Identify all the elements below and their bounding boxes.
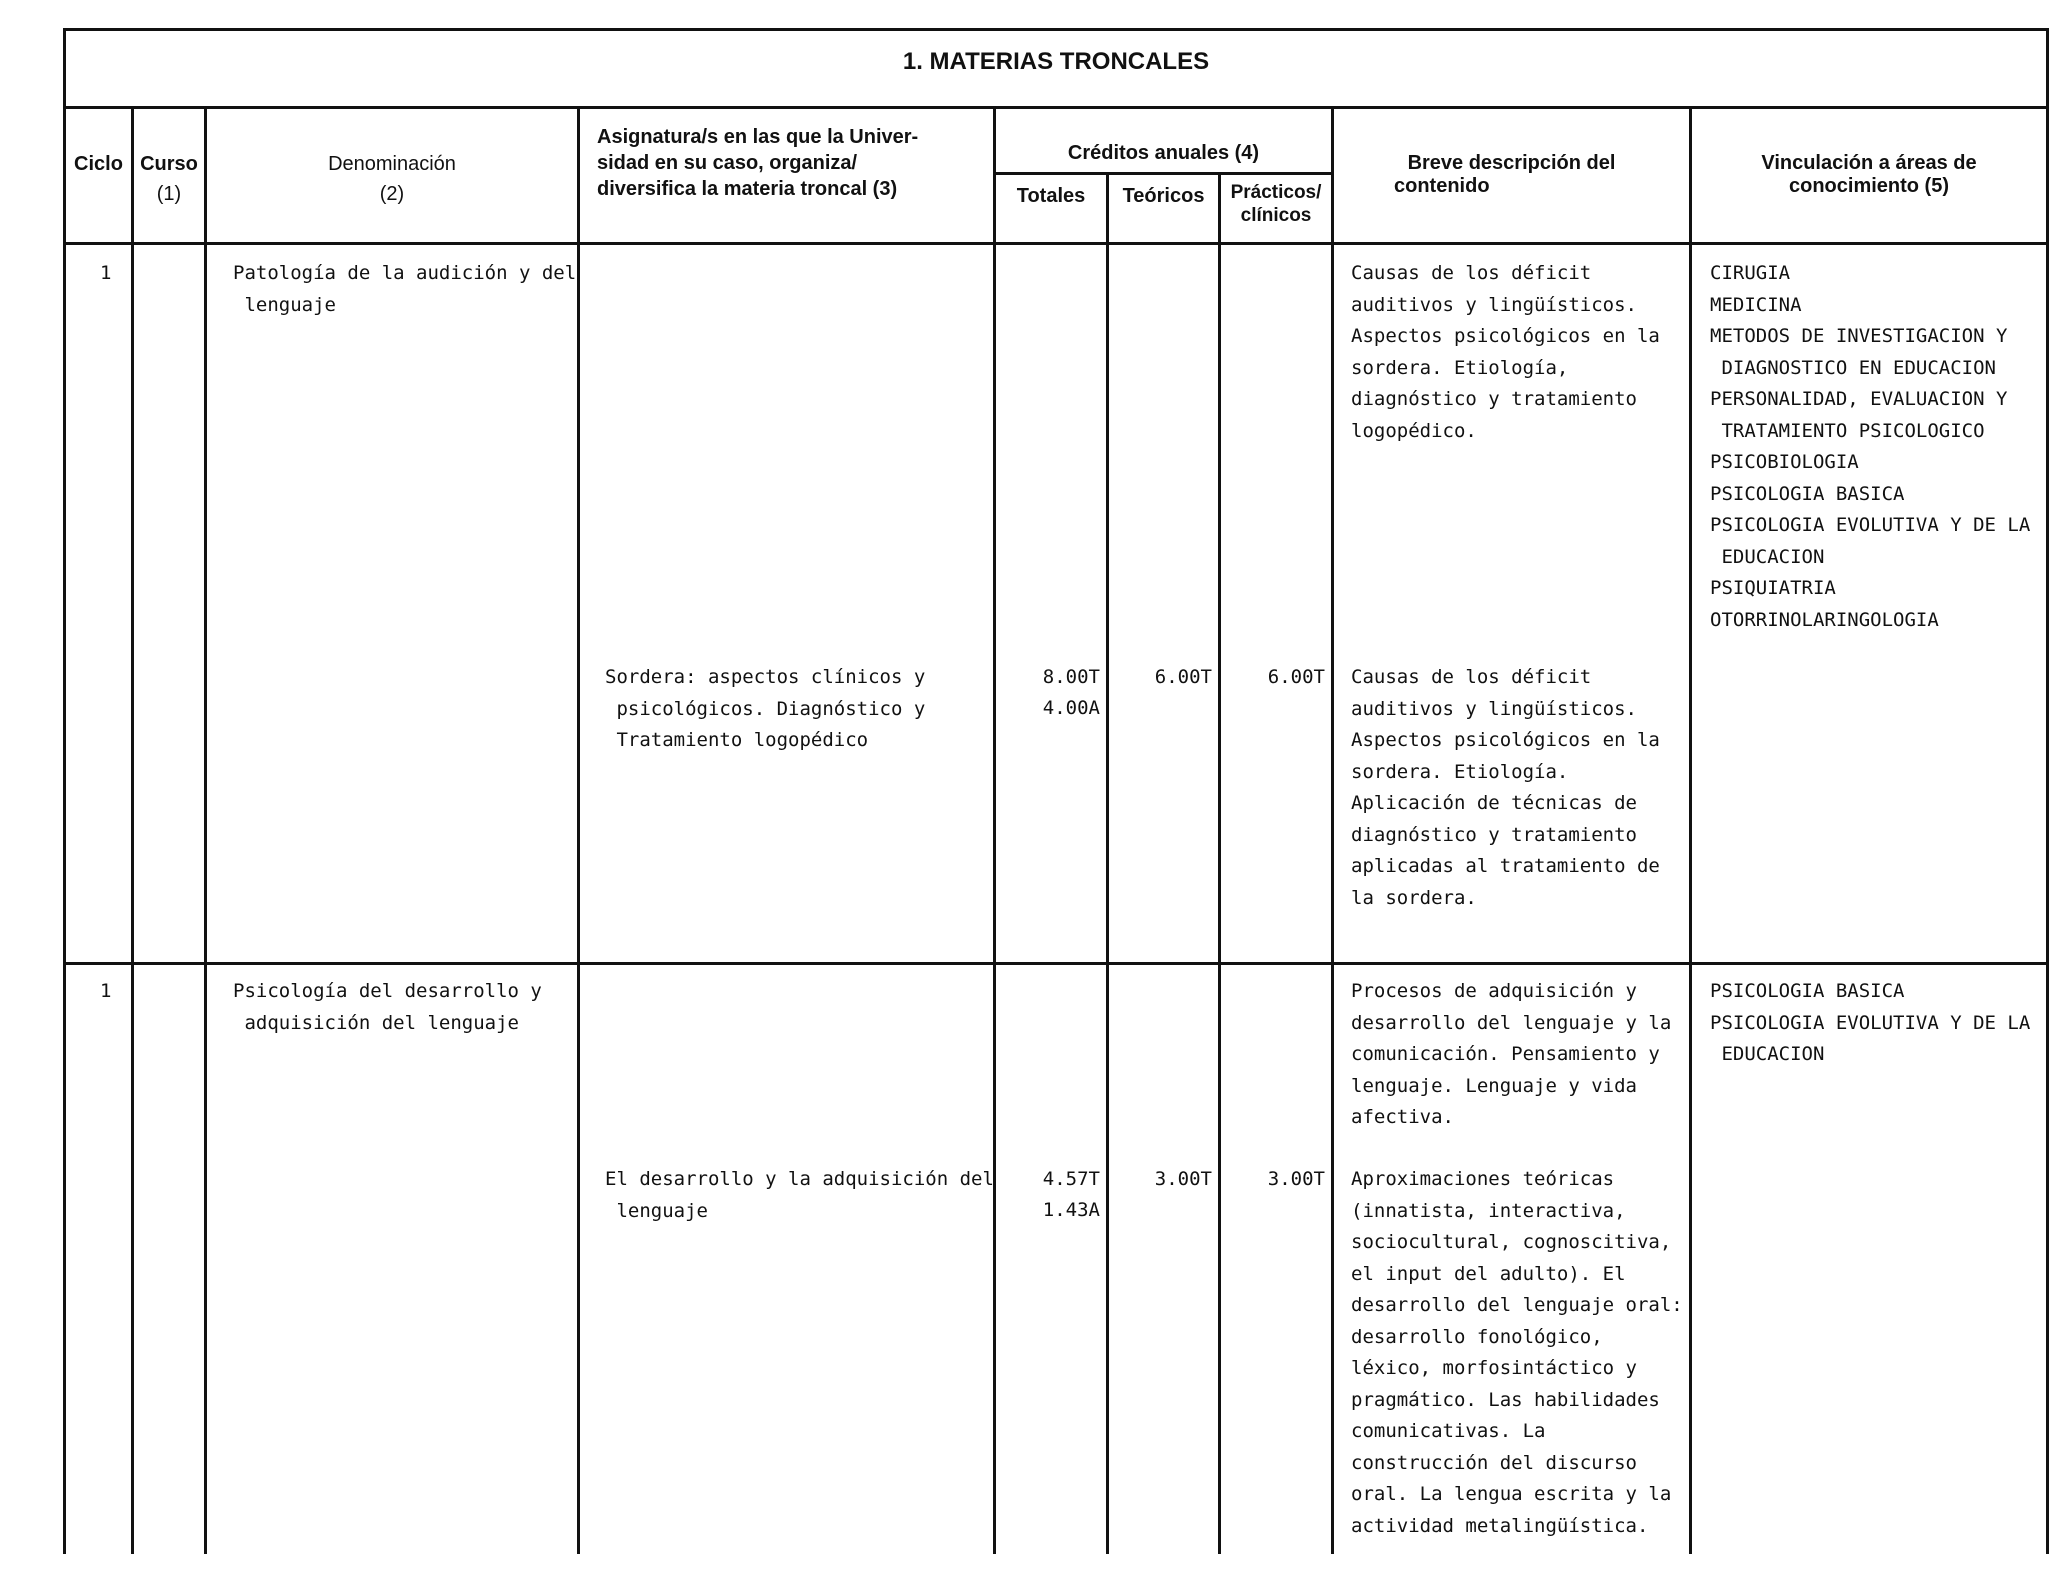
descripcion-value: Causas de los déficit auditivos y lingüísticos. Aspectos psicológicos en la sordera. Etiología, diagnóstico y tratamiento logopédico. xyxy=(1351,262,1660,442)
header-teoricos: Teóricos xyxy=(1122,185,1205,207)
asignatura-value: El desarrollo y la adquisición del lenguaje xyxy=(605,1168,994,1222)
asignatura-value: Sordera: aspectos clínicos y psicológicos. Diagnóstico y Tratamiento logopédico xyxy=(605,666,926,751)
header-vinculacion: Vinculación a áreas de conocimiento (5) xyxy=(1761,152,1977,197)
areas-value: PSICOLOGIA BASICA PSICOLOGIA EVOLUTIVA Y DE LA EDUCACION xyxy=(1710,980,2031,1065)
header-creditos: Créditos anuales (4) xyxy=(1067,142,1260,164)
areas-value: CIRUGIA MEDICINA METODOS DE INVESTIGACION Y DIAGNOSTICO EN EDUCACION PERSONALIDAD, EVALUACION Y TRATAMIENTO PSICOLOGICO PSICOBIOLOGIA PSICOLOGIA BASICA PSICOLOGIA EVOLUTIVA Y DE LA EDUCACION PSIQUIATRIA OTORRINOLARINGOLOGIA xyxy=(1710,262,2031,631)
col-sep-5 xyxy=(1106,172,1109,1554)
header-ciclo: Ciclo xyxy=(74,153,123,175)
header-practicos: Prácticos/ clínicos xyxy=(1230,182,1322,226)
creditos-subrule xyxy=(993,172,1333,175)
col-sep-1 xyxy=(131,106,134,1554)
ciclo-value: 1 xyxy=(100,980,112,1002)
header-bottom-rule xyxy=(63,242,2049,245)
header-totales: Totales xyxy=(1016,185,1086,207)
header-asignatura: Asignatura/s en las que la Univer- sidad en su caso, organiza/ diversifica la materia troncal (3) xyxy=(597,126,919,200)
col-sep-4 xyxy=(993,106,996,1554)
ciclo-value: 1 xyxy=(100,262,112,284)
page-title: 1. MATERIAS TRONCALES xyxy=(902,48,1210,75)
title-bottom-rule xyxy=(63,106,2049,109)
col-sep-3 xyxy=(577,106,580,1554)
asignatura-descripcion-value: Aproximaciones teóricas (innatista, interactiva, sociocultural, cognoscitiva, el input del adulto). El desarrollo del lenguaje oral: desarrollo fonológico, léxico, morfosintáctico y pragmático. Las habilidades comunicativas. La construcción del discurso oral. La lengua escrita y la actividad metalingüística. xyxy=(1351,1168,1683,1537)
asignatura-descripcion-value: Causas de los déficit auditivos y lingüísticos. Aspectos psicológicos en la sordera. Etiología. Aplicación de técnicas de diagnóstico y tratamiento aplicadas al tratamiento de la sordera. xyxy=(1351,666,1660,909)
practicos-value: 3.00T xyxy=(1267,1168,1325,1190)
totales-value: 8.00T 4.00A xyxy=(1042,666,1100,719)
header-breve: Breve descripción del contenido xyxy=(1394,152,1616,197)
col-sep-2 xyxy=(204,106,207,1554)
header-curso: Curso (1) xyxy=(140,153,198,205)
totales-value: 4.57T 1.43A xyxy=(1042,1168,1100,1221)
descripcion-value: Procesos de adquisición y desarrollo del lenguaje y la comunicación. Pensamiento y lenguaje. Lenguaje y vida afectiva. xyxy=(1351,980,1672,1128)
col-sep-8 xyxy=(1689,106,1692,1554)
teoricos-value: 6.00T xyxy=(1154,666,1212,688)
teoricos-value: 3.00T xyxy=(1154,1168,1212,1190)
top-border xyxy=(63,28,2049,31)
row-divider xyxy=(63,962,2049,965)
right-border xyxy=(2046,28,2049,1554)
left-border xyxy=(63,28,66,1554)
header-denominacion: Denominación (2) xyxy=(328,153,456,205)
col-sep-6 xyxy=(1218,172,1221,1554)
col-sep-7 xyxy=(1331,106,1334,1554)
denominacion-value: Patología de la audición y del lenguaje xyxy=(233,262,577,316)
denominacion-value: Psicología del desarrollo y adquisición del lenguaje xyxy=(233,980,542,1034)
practicos-value: 6.00T xyxy=(1267,666,1325,688)
